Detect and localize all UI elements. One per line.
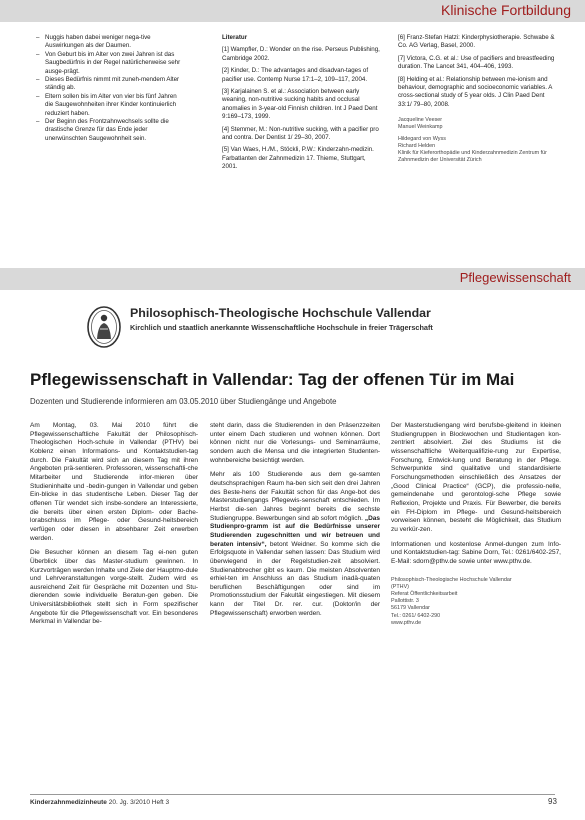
top-section-header-band [0,0,585,22]
paragraph: Informationen und kostenlose Anmel-dungen zum Info- und Kontaktstudien-tag: Sabine Dorn, Tel.: 0261/6402-257, E-Mail: sdorn@pthv.de sowie unter www.pthv.de. [391,540,561,565]
page-number: 93 [548,797,557,806]
author-name: Richard Helden [398,142,436,149]
literature-item: [8] Helding et al.: Relationship between me-ionism and behaviour, demographic and socioeconomic variables. A cross-sectional study of 5 year olds. J Clin Paed Dent 33:1/ 79–80, 2008. [398,75,553,108]
quote-bold: „Das Studienpro-gramm ist auf die Bedürfnisse unserer Studierenden zugeschnitten und wir betreuen und beraten intensiv“, [210,514,380,548]
literature-column-middle [222,34,382,176]
author-name: Hildegard von Wyss [398,135,446,142]
institution-seal-logo [86,305,122,349]
paragraph: Der Masterstudiengang wird berufsbe-gleitend in kleinen Studiengruppen in Blockwochen und Studientagen kon-zentriert absolviert. Ziel des Studiums ist die wissenschaftliche Weiterqualifizie-rung zur Expertise, Forschung, Entwick-lung und Beratung in der Pflege. Schwerpunkte sind qualitative und standardisierte Forschungsmethoden einschließlich des Ansatzes der „Good Clinical Practice“ (GCP), die professio-nelle, gemeindenahe und gerontologi-sche Pflege sowie Reflexion, Projekte und Praxis. Für Bewerber, die bereits ein FH-Diplom im Pflege- und Gesund-heitsbereich vorweisen können, besteht die Möglichkeit, das Studium zu verkür-zen. [391,422,561,533]
literature-item: [6] Franz-Stefan Hatzi: Kinderphysiotherapie. Schwabe & Co. AG Verlag, Basel, 2000. [398,34,555,50]
institution-subtitle: Kirchlich und staatlich anerkannte Wissenschaftliche Hochschule in freier Trägerschaft [130,323,433,332]
paragraph [210,471,380,618]
section-header-pflegewissenschaft: Pflegewissenschaft [459,270,571,285]
list-item: – Dieses Bedürfnis nimmt mit zuneh-mendem Alter ständig ab. [36,76,184,93]
section-header-klinische-fortbildung: Klinische Fortbildung [441,2,571,18]
list-item: – Der Beginn des Frontzahnwechsels sollte die drastische Grenze für das Ende jeder unerwünschten Saugewohnheit sein. [36,118,184,143]
address-line: Tel.: 0261/ 6402-290 [391,612,441,619]
address-line: Pallottistr. 3 [391,598,419,605]
author-name: Jacqueline Veeser [398,117,443,124]
literature-column-right [398,34,558,164]
literature-item: [7] Victora, C.G. et al.: Use of pacifiers and breastfeeding duration. The Lancet 341, 404–406, 1993. [398,54,555,71]
paragraph-text: Mehr als 100 Studierende aus dem ge-samten deutschsprachigen Raum ha-ben sich seit den drei Jahren des Beste-hens der Fakultät schon für das Ange-bot des Masterstudiengangs Pflegewis-senschaft entschieden. Im Herbst die-sen Jahres beginnt bereits die sechste Studiengruppe. Bewerbungen sind ab sofort möglich. [210,471,380,522]
footer-journal [30,799,169,806]
author-name: Manuel Weinkamp [398,124,443,131]
paragraph: Die Besucher können an diesem Tag ei-nen guten Überblick über das Master-studium gewinnen. In Kurzvorträgen werden Inhalte und Ziele der Hauptmo-dule und Lehrveranstaltungen vorge-stellt. Zudem wird es ausreichend Zeit für Gespräche mit Dozenten und Stu-dierenden sowie individuelle Beratun-gen geben. Die Universitätsbibliothek stellt sich in Form spezifischer Angebote für die Pflegewissenschaft vor. Ein besonderes Merkmal in Vallendar be- [30,549,198,626]
institution-name: Philosophisch-Theologische Hochschule Vallendar [130,306,431,320]
literature-item: [2] Kinder, D.: The advantages and disadvan-tages of pacifier use. Contemp Nurse 17:1–2, 109–117, 2004. [222,67,369,83]
author-block [398,117,558,164]
article-subtitle: Dozenten und Studierende informieren am 03.05.2010 über Studiengänge und Angebote [30,397,337,406]
paragraph: steht darin, dass die Studierenden in den Präsenzzeiten unter einem Dach studieren und wohnen können. Dort können nicht nur die Vorlesungs- und Seminarräume, sondern auch die Mensa und die integrierten Studenten-wohnbereiche besichtigt werden. [210,422,380,464]
literature-item: [1] Wampfler, D.: Wonder on the rise. Perseus Publishing, Cambridge 2002. [222,46,380,62]
paragraph-text: betont Weidner. So komme sich die Erfolgsquote in Vallendar sehen lassen: Das Studium wird überwiegend in der Regelstudien-zeit absolviert. Studienabbrecher gibt es kaum. Die meisten Absolventen erhiel-ten im Anschluss an das Studium inadä-quaten beruflichen Beschäftigungen oder sind im Promotionsstudium der Fakultät eingestiegen. Mit diesem kann der Titel Dr. rer. cur. (Doktor/in der Pflegewissenschaft) erworben werden. [210,540,380,617]
article-column-3 [391,422,561,627]
address-line: Philosophisch-Theologische Hochschule Vallendar [391,576,512,583]
article-column-1 [30,422,198,633]
address-line: www.pthv.de [391,619,422,626]
bottom-section-header-band [0,268,585,290]
footer-rule [30,794,555,795]
list-item: – Eltern sollen bis im Alter von vier bis fünf Jahren die Saugewohnheiten ihrer Kinder kontinuierlich reduziert haben. [36,93,184,118]
literature-heading: Literatur [222,34,248,41]
literature-item: [5] Van Waes, H./M., Stöckli, P.W.: Kinderzahn-medizin. Farbatlanten der Zahnmedizin 17. Thieme, Stuttgart, 2001. [222,146,374,171]
list-item: – Nuggis haben dabei weniger nega-tive Auswirkungen als der Daumen. [36,34,184,51]
literature-item: [3] Karjalainen S. et al.: Association between early weaning, non-nutritive sucking habits and occlusal anomalies in 3-year-old Finnish children. Int J Paed Dent 9:169–173, 1999. [222,88,378,121]
journal-issue: 20. Jg. 3/2010 Heft 3 [108,799,170,806]
paragraph: Am Montag, 03. Mai 2010 führt die Pflegewissenschaftliche Fakultät der Philosophisch-Theologischen Hoch-schule in Vallendar (PTHV) bei Koblenz einen Informations- und Kontaktstudien-tag durch. Die Fakultät wird sich an diesem Tag mit ihren Angeboten prä-sentieren. Professoren, wissenschaftli-che Mitarbeiter und Studierende infor-mieren über Studieninhalte und -bedin-gungen in Vallendar und geben Ein-blicke in das studentische Leben. Dieser Tag der offenen Tür wendet sich insbe-sondere an Interessierte, die bereits über einen ersten Diplom- oder Bache-lorabschluss im Pflege- oder Gesund-heitsbereich verfügen oder diesen in absehbarer Zeit erwerben werden. [30,422,198,542]
bullet-list-column [36,34,184,143]
article-title: Pflegewissenschaft in Vallendar: Tag der offenen Tür im Mai [30,370,515,389]
address-line: (PTHV) [391,583,409,590]
article-column-2 [210,422,380,624]
address-line: Referat Öffentlichkeitsarbeit [391,590,458,597]
author-affiliation: Klinik für Kieferorthopädie und Kinderzahnmedizin Zentrum für Zahnmedizin der Universität Zürich [398,150,547,164]
address-line: 56179 Vallendar [391,605,430,612]
literature-item: [4] Stemmer, M.: Non-nutritive sucking, with a pacifier pro and contra. Der Dentist 1/ 29–30, 2007. [222,125,379,142]
list-item: – Von Geburt bis im Alter von zwei Jahren ist das Saugbedürfnis in der Regel natürlicherweise sehr ausge-prägt. [36,51,184,76]
contact-address [391,577,561,627]
journal-name: Kinderzahnmedizinheute [30,799,107,806]
